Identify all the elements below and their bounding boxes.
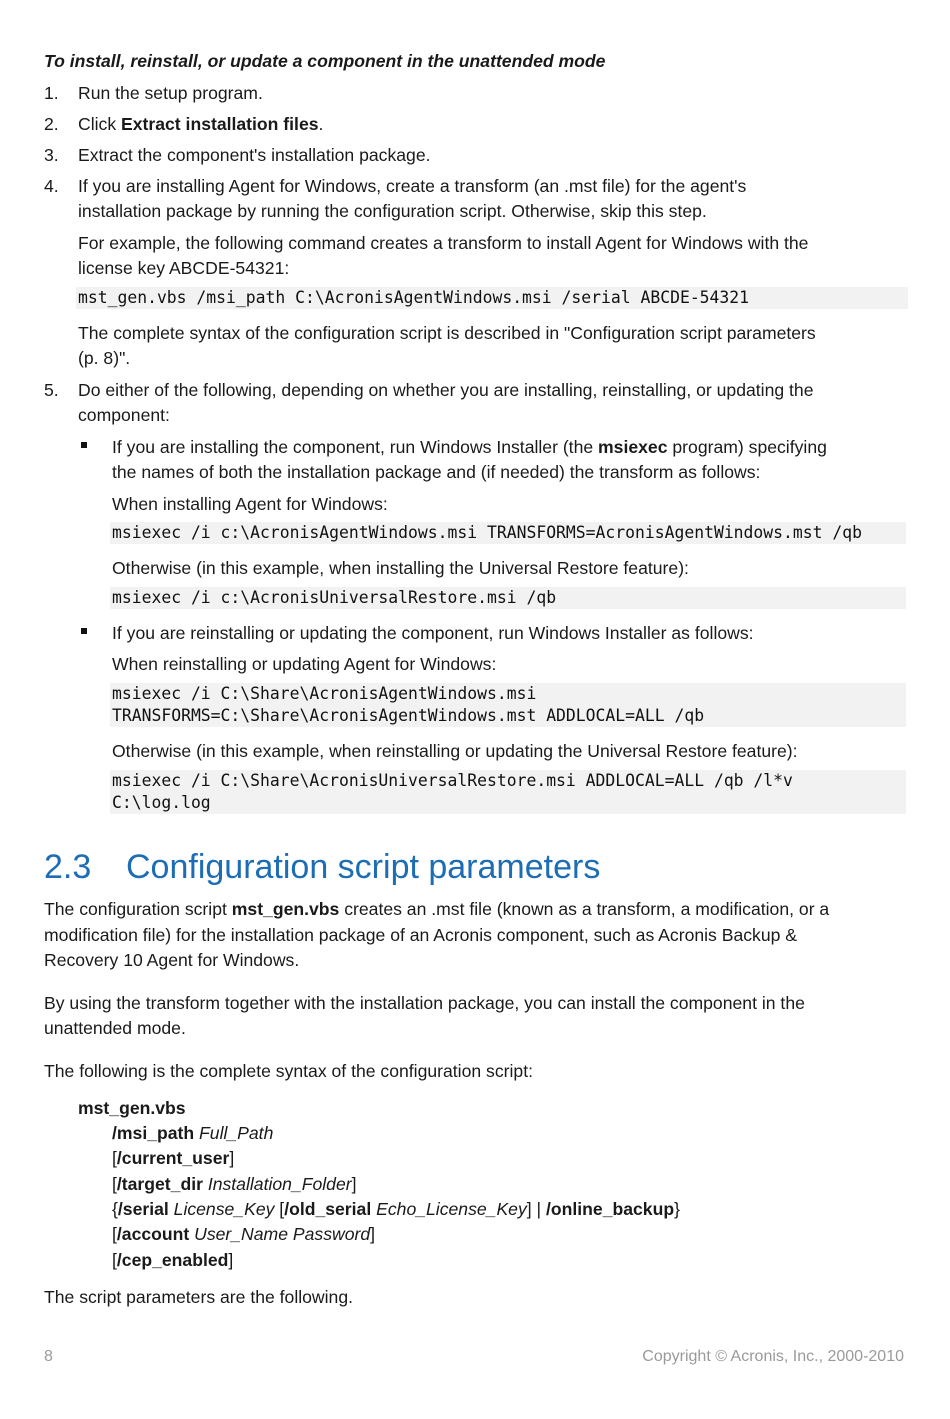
bullet-marker-1 <box>81 442 87 448</box>
syntax-current-user: [/current_user] <box>112 1148 235 1168</box>
bullet-1-line-1: If you are installing the component, run Windows Installer (the msiexec program) specifying <box>112 437 827 457</box>
mst-gen-label: mst_gen.vbs <box>231 899 340 919</box>
bullet-2-line-1: If you are reinstalling or updating the component, run Windows Installer as follows: <box>112 623 754 643</box>
bullet-1-when: When installing Agent for Windows: <box>112 494 388 514</box>
step-number-3: 3. <box>44 145 59 165</box>
syntax-msi-path: /msi_path Full_Path <box>112 1123 274 1143</box>
step-4-line-2: installation package by running the configuration script. Otherwise, skip this step. <box>78 201 707 221</box>
para-3: The following is the complete syntax of the configuration script: <box>44 1061 533 1081</box>
extract-files-label: Extract installation files <box>121 114 319 134</box>
para-2-line-2: unattended mode. <box>44 1018 186 1038</box>
page-number: 8 <box>44 1348 53 1365</box>
step-4-syntax-line-1: The complete syntax of the configuration script is described in "Configuration script parameters <box>78 323 816 343</box>
bullet-1-otherwise: Otherwise (in this example, when installing the Universal Restore feature): <box>112 558 689 578</box>
para-1-line-3: Recovery 10 Agent for Windows. <box>44 950 300 970</box>
bullet-1-code-1: msiexec /i c:\AcronisAgentWindows.msi TRANSFORMS=AcronisAgentWindows.mst /qb <box>110 522 906 544</box>
copyright-notice: Copyright © Acronis, Inc., 2000-2010 <box>642 1348 904 1365</box>
para-1-line-1: The configuration script mst_gen.vbs creates an .mst file (known as a transform, a modification, or a <box>44 899 830 919</box>
step-4-example-line-2: license key ABCDE-54321: <box>78 258 290 278</box>
step-number-2: 2. <box>44 114 59 134</box>
step-5-line-2: component: <box>78 405 170 425</box>
msiexec-label: msiexec <box>598 437 668 457</box>
section-title: Configuration script parameters <box>126 848 601 886</box>
bullet-2-code-1: msiexec /i C:\Share\AcronisAgentWindows.msi TRANSFORMS=C:\Share\AcronisAgentWindows.mst ADDLOCAL=ALL /qb <box>110 683 906 727</box>
step-2-text: Click Extract installation files. <box>78 114 324 134</box>
syntax-command: mst_gen.vbs <box>78 1098 186 1118</box>
step-4-line-1: If you are installing Agent for Windows, create a transform (an .mst file) for the agent's <box>78 176 747 196</box>
step-4-syntax-line-2: (p. 8)". <box>78 348 131 368</box>
bullet-2-otherwise: Otherwise (in this example, when reinstalling or updating the Universal Restore feature): <box>112 741 798 761</box>
para-4: The script parameters are the following. <box>44 1287 354 1307</box>
bullet-1-line-2: the names of both the installation package and (if needed) the transform as follows: <box>112 462 761 482</box>
step-number-1: 1. <box>44 83 59 103</box>
step-1-text: Run the setup program. <box>78 83 263 103</box>
step-4-example-line-1: For example, the following command creates a transform to install Agent for Windows with the <box>78 233 809 253</box>
section-number: 2.3 <box>44 848 92 886</box>
step-4-code: mst_gen.vbs /msi_path C:\AcronisAgentWindows.msi /serial ABCDE-54321 <box>76 287 908 309</box>
step-5-line-1: Do either of the following, depending on whether you are installing, reinstalling, or updating the <box>78 380 814 400</box>
bullet-1-code-2: msiexec /i c:\AcronisUniversalRestore.msi /qb <box>110 587 906 609</box>
bullet-marker-2 <box>81 628 87 634</box>
step-number-4: 4. <box>44 176 59 196</box>
bullet-2-when: When reinstalling or updating Agent for Windows: <box>112 654 497 674</box>
step-number-5: 5. <box>44 380 59 400</box>
syntax-target-dir: [/target_dir Installation_Folder] <box>112 1174 357 1194</box>
para-1-line-2: modification file) for the installation package of an Acronis component, such as Acronis Backup & <box>44 925 798 945</box>
step-3-text: Extract the component's installation package. <box>78 145 431 165</box>
procedure-title: To install, reinstall, or update a component in the unattended mode <box>44 51 606 71</box>
syntax-cep-enabled: [/cep_enabled] <box>112 1250 234 1270</box>
para-2-line-1: By using the transform together with the installation package, you can install the component in the <box>44 993 805 1013</box>
syntax-account: [/account User_Name Password] <box>112 1224 376 1244</box>
bullet-2-code-2: msiexec /i C:\Share\AcronisUniversalRestore.msi ADDLOCAL=ALL /qb /l*v C:\log.log <box>110 770 906 814</box>
syntax-serial: {/serial License_Key [/old_serial Echo_License_Key] | /online_backup} <box>112 1199 680 1219</box>
